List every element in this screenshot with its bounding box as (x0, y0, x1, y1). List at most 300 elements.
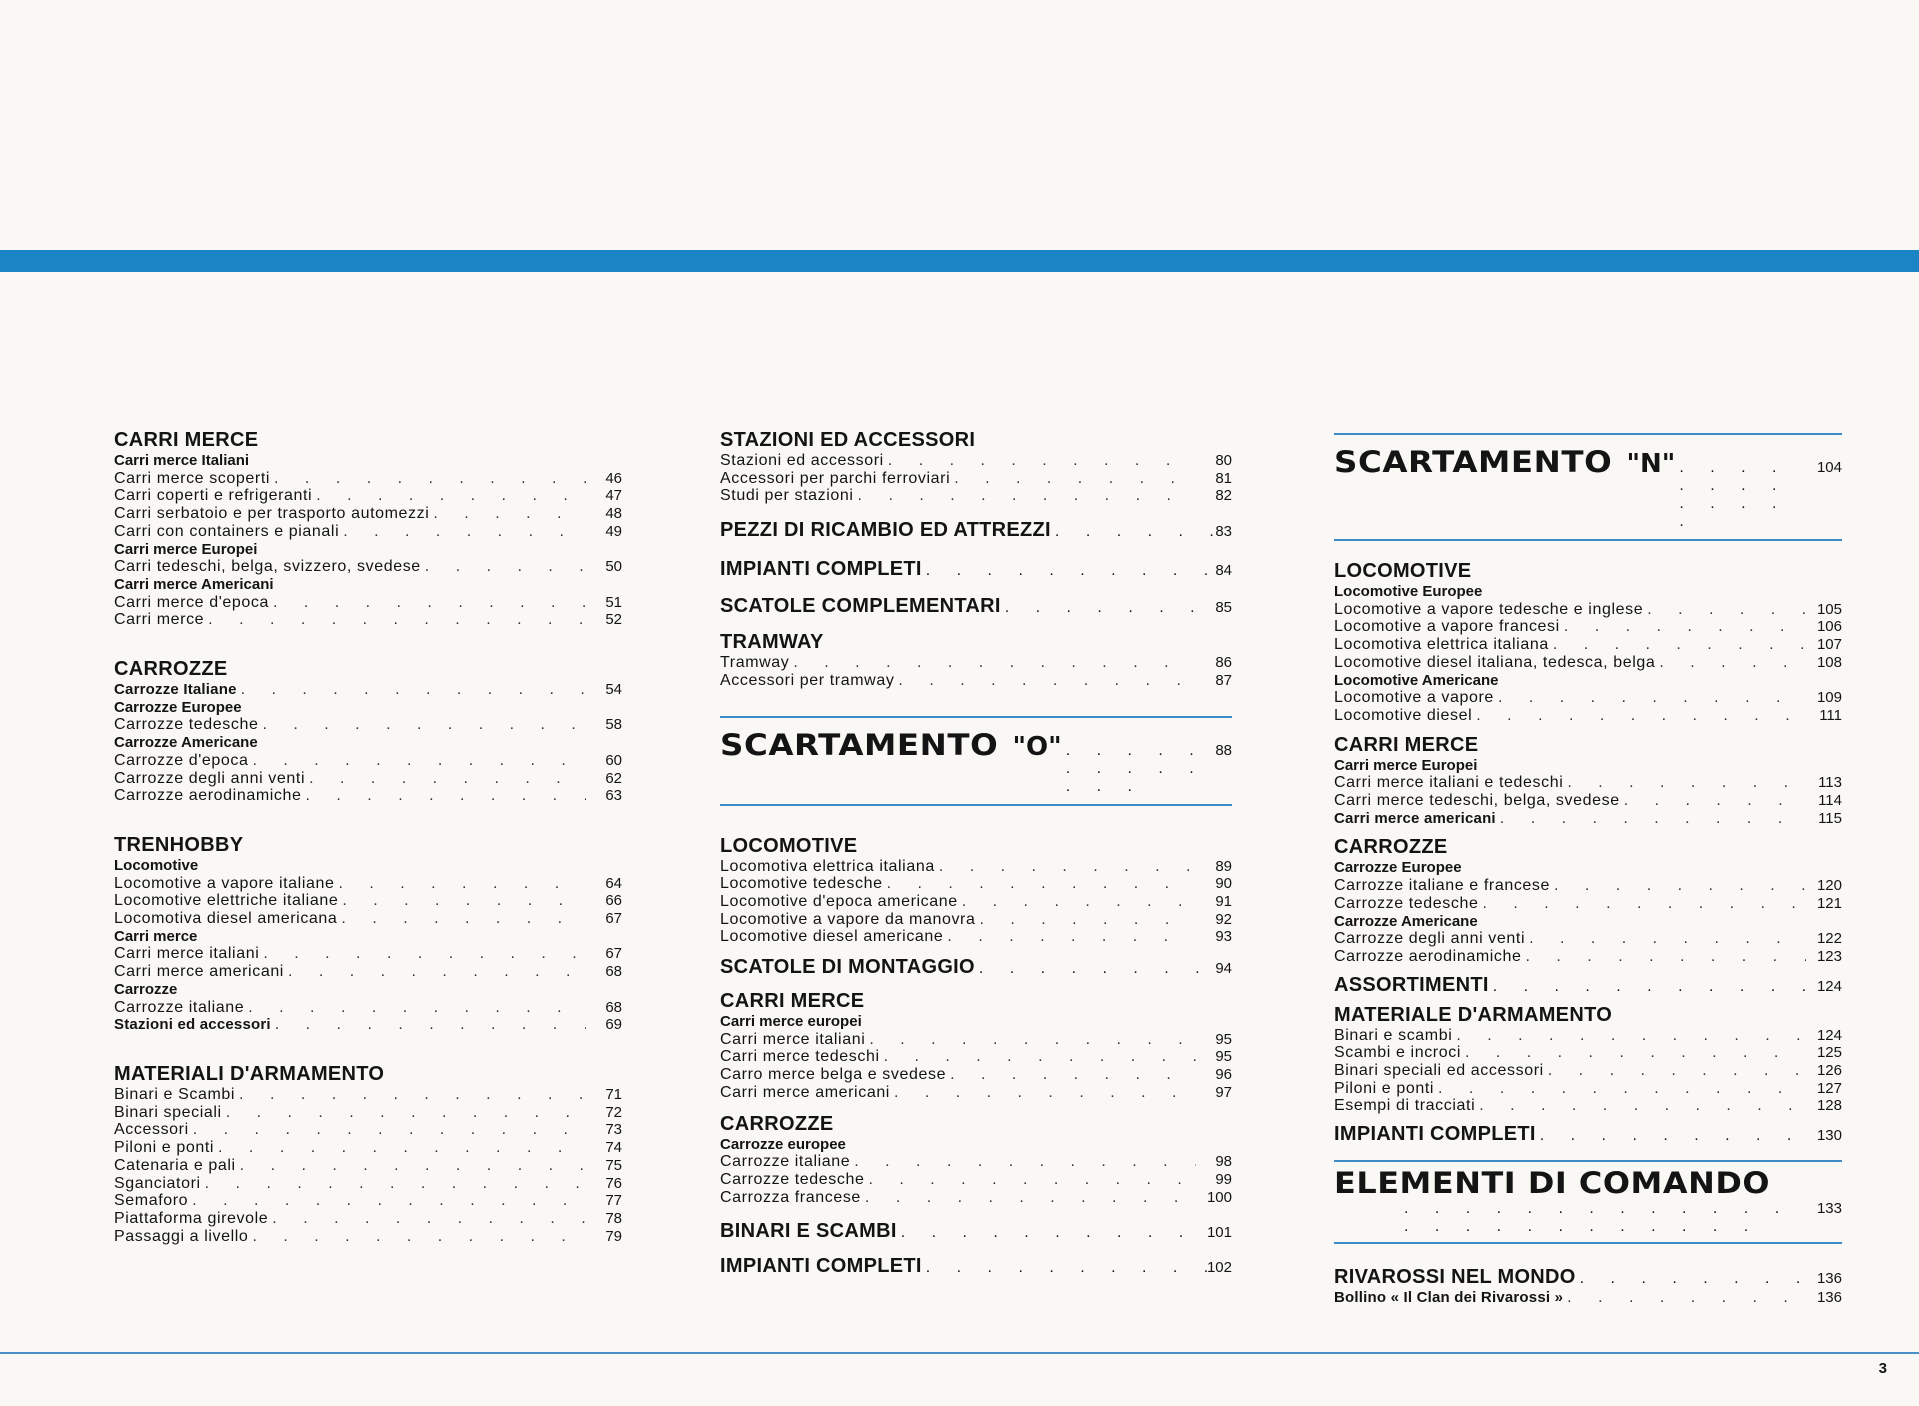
entry-label: Binari e scambi (1334, 1026, 1453, 1044)
entry-label: Carri serbatoio e per trasporto automezzi (114, 505, 430, 523)
entry-page: 91 (1215, 892, 1232, 910)
entry-page: 123 (1816, 947, 1842, 965)
toc-entry[interactable] (720, 672, 1232, 690)
entry-label: Accessori (114, 1121, 189, 1139)
section-carrozze-n (1334, 835, 1842, 965)
dot-leader (270, 470, 586, 488)
dot-leader (1536, 1127, 1817, 1145)
toc-entry[interactable] (1334, 1027, 1842, 1045)
entry-page: 68 (605, 963, 622, 981)
toc-entry[interactable] (114, 1175, 622, 1193)
entry-label: Carrozze d'epoca (114, 751, 249, 769)
toc-entry[interactable] (114, 945, 622, 963)
entry-label: Locomotive diesel americane (720, 928, 944, 946)
entry-label: Carri merce americani (720, 1083, 890, 1101)
entry-label: Piattaforma girevole (114, 1209, 269, 1227)
dot-leader (201, 1175, 586, 1193)
dot-leader (890, 1084, 1196, 1102)
entry-page: 128 (1816, 1097, 1842, 1115)
dot-leader (1062, 742, 1216, 796)
section-title: TRAMWAY (720, 631, 824, 654)
section-carri-merce-o (720, 989, 1232, 1102)
entry-label: Carri merce italiani (720, 1030, 866, 1048)
dot-leader (1563, 1289, 1806, 1307)
dot-leader (975, 960, 1215, 978)
entry-page: 79 (605, 1227, 622, 1245)
dot-leader (259, 716, 587, 734)
toc-column-1 (114, 428, 622, 1245)
entry-page: 69 (605, 1016, 622, 1034)
section-materiale-armamento-n (1334, 1003, 1842, 1116)
entry-label: Carro merce belga e svedese (720, 1066, 947, 1084)
dot-leader (1522, 948, 1806, 966)
toc-heading-entry[interactable] (720, 1255, 1232, 1278)
dot-leader (1655, 654, 1806, 672)
entry-label: SCATOLE COMPLEMENTARI (720, 595, 1001, 618)
entry-label: Semaforo (114, 1192, 189, 1210)
dot-leader (302, 787, 586, 805)
toc-entry[interactable] (1334, 1062, 1842, 1080)
entry-page: 78 (605, 1209, 622, 1227)
dot-leader (1461, 1044, 1806, 1062)
entry-page: 104 (1816, 459, 1842, 476)
entry-page: 80 (1215, 452, 1232, 469)
dot-leader (222, 1104, 586, 1122)
entry-label: Carrozze italiane (114, 998, 245, 1016)
toc-entry[interactable] (114, 1121, 622, 1139)
dot-leader (1496, 810, 1806, 828)
heading-label: SCARTAMENTO (720, 727, 999, 762)
toc-entry[interactable] (114, 1139, 622, 1157)
dot-leader (950, 470, 1196, 488)
section-title: CARRI MERCE (114, 429, 259, 451)
toc-entry[interactable] (720, 1048, 1232, 1066)
section-title: STAZIONI ED ACCESSORI (720, 429, 976, 451)
entry-page: 85 (1215, 599, 1232, 617)
entry-page: 83 (1215, 523, 1232, 541)
toc-entry[interactable] (114, 1104, 622, 1122)
entry-label: Carrozze tedesche (1334, 894, 1479, 912)
scartamento-n-heading[interactable] (1334, 433, 1842, 541)
toc-entry[interactable] (1334, 930, 1842, 948)
entry-page: 130 (1816, 1127, 1842, 1145)
toc-entry[interactable] (720, 1153, 1232, 1171)
toc-entry[interactable] (720, 452, 1232, 470)
dot-leader (943, 928, 1196, 946)
entry-page: 122 (1816, 930, 1842, 948)
dot-leader (1550, 877, 1806, 895)
dot-leader (922, 1259, 1207, 1277)
entry-label: Carrozze italiane (720, 1153, 851, 1171)
toc-entry[interactable] (720, 858, 1232, 876)
entry-page: 50 (605, 558, 622, 576)
subsection-title: Carrozze Americane (1334, 912, 1478, 930)
bottom-rule (0, 1352, 1919, 1354)
toc-entry[interactable] (114, 1157, 622, 1175)
section-carri-merce-n (1334, 733, 1842, 828)
toc-entry[interactable] (114, 558, 622, 576)
dot-leader (1549, 636, 1806, 654)
entry-page: 63 (605, 787, 622, 805)
entry-page: 54 (605, 681, 622, 699)
toc-entry[interactable] (720, 654, 1232, 672)
entry-page: 74 (605, 1139, 622, 1157)
toc-entry[interactable] (114, 523, 622, 541)
entry-label: Locomotive a vapore (1334, 689, 1494, 707)
dot-leader (421, 558, 586, 576)
entry-page: 115 (1818, 809, 1842, 827)
toc-entry[interactable] (1334, 1289, 1842, 1307)
entry-page: 105 (1816, 600, 1842, 618)
subsection-title: Carri merce Europei (114, 540, 258, 558)
dot-leader (854, 487, 1196, 505)
entry-label: PEZZI DI RICAMBIO ED ATTREZZI (720, 519, 1051, 542)
entry-page: 107 (1816, 636, 1842, 654)
subsection-title: Carri merce Americani (114, 575, 274, 593)
entry-page: 73 (605, 1121, 622, 1139)
dot-leader (1001, 599, 1216, 617)
dot-leader (883, 875, 1196, 893)
entry-label: Carrozze degli anni venti (114, 769, 306, 787)
toc-entry[interactable] (1334, 654, 1842, 672)
toc-entry[interactable] (720, 1171, 1232, 1189)
toc-entry[interactable] (114, 963, 622, 981)
toc-entry[interactable] (114, 910, 622, 928)
entry-page: 97 (1215, 1083, 1232, 1101)
entry-label: ASSORTIMENTI (1334, 973, 1489, 996)
entry-page: 136 (1816, 1270, 1842, 1288)
toc-column-2 (720, 428, 1232, 1278)
entry-page: 64 (605, 874, 622, 892)
entry-label: IMPIANTI COMPLETI (1334, 1123, 1536, 1146)
toc-entry[interactable] (720, 1189, 1232, 1207)
subsection-title: Locomotive Europee (1334, 583, 1483, 600)
entry-page: 58 (605, 716, 622, 734)
entry-label: Carrozze tedesche (720, 1170, 865, 1188)
subsection-title: Locomotive Americane (1334, 671, 1499, 689)
entry-page: 94 (1215, 960, 1232, 978)
subsection-title: Locomotive (114, 856, 199, 874)
toc-heading-entry[interactable] (720, 1220, 1232, 1243)
dot-leader (1576, 1270, 1817, 1288)
entry-label: Carri con containers e pianali (114, 522, 340, 540)
entry-page: 121 (1816, 894, 1842, 912)
entry-label: Accessori per tramway (720, 671, 895, 689)
toc-entry[interactable] (720, 928, 1232, 946)
toc-heading-entry[interactable] (720, 956, 1232, 979)
dot-leader (1434, 1080, 1806, 1098)
dot-leader (1489, 978, 1817, 996)
section-title: CARRI MERCE (1334, 733, 1479, 756)
entry-page: 96 (1215, 1066, 1232, 1084)
dot-leader (271, 1016, 586, 1034)
toc-entry[interactable] (720, 487, 1232, 505)
heading-label: ELEMENTI DI COMANDO (1334, 1166, 1771, 1201)
entry-page: 99 (1215, 1170, 1232, 1188)
entry-page: 49 (605, 522, 622, 540)
dot-leader (1479, 895, 1807, 913)
scartamento-o-heading[interactable] (720, 716, 1232, 806)
section-carrozze (114, 657, 622, 805)
toc-entry[interactable] (114, 770, 622, 788)
toc-entry[interactable] (114, 716, 622, 734)
entry-label: Locomotiva elettrica italiana (1334, 636, 1549, 654)
entry-page: 90 (1215, 875, 1232, 893)
toc-heading-entry[interactable] (1334, 1266, 1842, 1289)
toc-entry[interactable] (114, 470, 622, 488)
toc-entry[interactable] (1334, 810, 1842, 828)
dot-leader (975, 911, 1196, 929)
dot-leader (922, 562, 1216, 580)
toc-heading-entry[interactable] (720, 595, 1232, 618)
entry-label: Binari e Scambi (114, 1085, 236, 1103)
entry-label: Locomotiva elettrica italiana (720, 857, 935, 875)
section-materiali-armamento (114, 1062, 622, 1245)
section-stazioni-accessori (720, 428, 1232, 505)
toc-entry[interactable] (720, 470, 1232, 488)
entry-label: RIVAROSSI NEL MONDO (1334, 1266, 1576, 1289)
entry-label: Locomotive a vapore tedesche e inglese (1334, 600, 1644, 618)
dot-leader (865, 1171, 1197, 1189)
toc-entry[interactable] (1334, 948, 1842, 966)
dot-leader (1494, 689, 1806, 707)
entry-page: 95 (1215, 1048, 1232, 1066)
entry-label: Stazioni ed accessori (720, 452, 884, 469)
dot-leader (337, 910, 586, 928)
entry-label: Catenaria e pali (114, 1156, 236, 1174)
entry-page: 47 (605, 487, 622, 505)
dot-leader (235, 1086, 586, 1104)
toc-entry[interactable] (114, 1228, 622, 1246)
toc-entry[interactable] (720, 893, 1232, 911)
entry-label: Locomotive diesel italiana, tedesca, belga (1334, 653, 1656, 671)
toc-entry[interactable] (114, 505, 622, 523)
section-title: LOCOMOTIVE (720, 834, 858, 857)
entry-label: Esempi di tracciati (1334, 1097, 1476, 1115)
entry-page: 127 (1816, 1079, 1842, 1097)
entry-page: 133 (1816, 1200, 1842, 1218)
entry-page: 48 (605, 505, 622, 523)
dot-leader (1475, 1097, 1806, 1115)
entry-label: Carrozze aerodinamiche (1334, 947, 1522, 965)
toc-entry[interactable] (114, 487, 622, 505)
entry-page: 66 (605, 892, 622, 910)
entry-label: SCATOLE DI MONTAGGIO (720, 956, 975, 979)
toc-heading-entry[interactable] (720, 558, 1232, 581)
toc-entry[interactable] (114, 1210, 622, 1228)
entry-label: Piloni e ponti (1334, 1079, 1435, 1097)
dot-leader (865, 1031, 1196, 1049)
toc-entry[interactable] (720, 911, 1232, 929)
dot-leader (935, 858, 1196, 876)
dot-leader (188, 1192, 586, 1210)
entry-label: Carri merce d'epoca (114, 593, 269, 611)
dot-leader (1472, 707, 1806, 725)
section-title: CARROZZE (720, 1112, 834, 1135)
entry-label: Locomotive diesel (1334, 706, 1473, 724)
entry-label: Locomotive a vapore da manovra (720, 910, 976, 928)
dot-leader (1525, 930, 1806, 948)
toc-entry[interactable] (1334, 1097, 1842, 1115)
gauge-label: "O" (1012, 731, 1062, 762)
entry-page: 77 (605, 1192, 622, 1210)
section-carri-merce (114, 428, 622, 629)
toc-entry[interactable] (114, 681, 622, 699)
toc-entry[interactable] (114, 892, 622, 910)
dot-leader (259, 945, 586, 963)
entry-label: Carri merce americani (114, 963, 284, 981)
entry-page: 124 (1816, 977, 1842, 995)
entry-label: Binari speciali (114, 1103, 222, 1121)
entry-label: Carri merce italiani e tedeschi (1334, 774, 1564, 792)
dot-leader (338, 892, 586, 910)
entry-page: 92 (1215, 910, 1232, 928)
dot-leader (1643, 601, 1806, 619)
toc-entry[interactable] (1334, 707, 1842, 725)
gauge-label: "N" (1626, 449, 1676, 479)
entry-page: 111 (1819, 706, 1842, 724)
entry-label: Locomotive a vapore italiane (114, 874, 335, 892)
section-title: MATERIALI D'ARMAMENTO (114, 1062, 385, 1085)
subsection-title: Carrozze Europee (1334, 859, 1462, 877)
toc-entry[interactable] (1334, 774, 1842, 792)
entry-label: Locomotive a vapore francesi (1334, 618, 1560, 636)
entry-label: Carri tedeschi, belga, svizzero, svedese (114, 558, 421, 576)
entry-label: Stazioni ed accessori (114, 1016, 271, 1034)
toc-entry[interactable] (114, 611, 622, 629)
toc-entry[interactable] (114, 1192, 622, 1210)
toc-entry[interactable] (1334, 792, 1842, 810)
entry-page: 72 (605, 1103, 622, 1121)
dot-leader (1544, 1062, 1806, 1080)
entry-page: 93 (1215, 928, 1232, 946)
entry-page: 124 (1816, 1026, 1842, 1044)
dot-leader (884, 452, 1196, 470)
entry-page: 52 (605, 611, 622, 629)
toc-entry[interactable] (114, 875, 622, 893)
toc-entry[interactable] (114, 999, 622, 1017)
entry-page: 46 (605, 469, 622, 487)
entry-page: 75 (605, 1156, 622, 1174)
dot-leader (1452, 1027, 1806, 1045)
entry-label: Carri merce tedeschi, belga, svedese (1334, 792, 1620, 810)
toc-heading-entry[interactable] (720, 519, 1232, 542)
toc-entry[interactable] (114, 594, 622, 612)
entry-label: Tramway (720, 654, 790, 672)
section-title: MATERIALE D'ARMAMENTO (1334, 1003, 1613, 1026)
entry-page: 76 (605, 1174, 622, 1192)
dot-leader (284, 963, 586, 981)
toc-entry[interactable] (114, 1086, 622, 1104)
toc-entry[interactable] (114, 752, 622, 770)
entry-page: 86 (1215, 654, 1232, 672)
subsection-title: Carri merce europei (720, 1013, 862, 1031)
toc-entry[interactable] (720, 1084, 1232, 1102)
section-locomotive-n (1334, 559, 1842, 725)
toc-entry[interactable] (1334, 601, 1842, 619)
entry-page: 87 (1215, 671, 1232, 689)
entry-page: 109 (1816, 689, 1842, 707)
entry-label: Sganciatori (114, 1174, 201, 1192)
entry-label: IMPIANTI COMPLETI (720, 1255, 922, 1278)
toc-entry[interactable] (1334, 895, 1842, 913)
section-trenhobby (114, 833, 622, 1034)
toc-entry[interactable] (1334, 618, 1842, 636)
toc-entry[interactable] (1334, 689, 1842, 707)
toc-entry[interactable] (720, 1031, 1232, 1049)
dot-leader (897, 1224, 1207, 1242)
entry-label: Bollino « Il Clan dei Rivarossi » (1334, 1289, 1564, 1307)
toc-entry[interactable] (114, 1016, 622, 1034)
toc-entry[interactable] (114, 787, 622, 805)
subsection-title: Carri merce (114, 927, 198, 945)
entry-label: Locomotive tedesche (720, 875, 883, 893)
section-title: CARROZZE (1334, 836, 1448, 859)
dot-leader (214, 1139, 586, 1157)
toc-entry[interactable] (720, 1066, 1232, 1084)
subsection-title: Carrozze Europee (114, 698, 242, 716)
subsection-title: Carri merce Italiani (114, 452, 250, 469)
toc-entry[interactable] (1334, 636, 1842, 654)
heading-label: SCARTAMENTO (1334, 445, 1613, 479)
entry-page: 98 (1215, 1153, 1232, 1171)
toc-heading-entry[interactable] (1334, 974, 1842, 997)
dot-leader (1334, 1200, 1817, 1236)
entry-page: 62 (605, 769, 622, 787)
entry-label: Locomotiva diesel americana (114, 910, 338, 928)
entry-label: Carri merce tedeschi (720, 1048, 880, 1066)
entry-page: 113 (1818, 774, 1842, 792)
entry-page: 81 (1215, 469, 1232, 487)
dot-leader (312, 487, 586, 505)
entry-page: 120 (1816, 877, 1842, 895)
entry-page: 51 (605, 593, 622, 611)
toc-entry[interactable] (1334, 1080, 1842, 1098)
toc-entry[interactable] (1334, 1044, 1842, 1062)
entry-label: Carrozze degli anni venti (1334, 930, 1526, 948)
toc-entry[interactable] (720, 875, 1232, 893)
dot-leader (268, 1210, 586, 1228)
dot-leader (958, 893, 1196, 911)
entry-page: 60 (605, 751, 622, 769)
entry-label: Binari speciali ed accessori (1334, 1062, 1544, 1080)
entry-label: Passaggi a livello (114, 1227, 249, 1245)
entry-label: Studi per stazioni (720, 487, 854, 505)
toc-heading-entry[interactable] (1334, 1123, 1842, 1146)
dot-leader (1560, 618, 1806, 636)
section-title: CARRI MERCE (720, 990, 865, 1013)
section-carrozze-o (720, 1112, 1232, 1207)
dot-leader (237, 681, 586, 699)
dot-leader (946, 1066, 1196, 1084)
section-tramway (720, 630, 1232, 689)
dot-leader (339, 523, 586, 541)
entry-page: 108 (1816, 653, 1842, 671)
entry-page: 89 (1215, 857, 1232, 875)
elementi-di-comando-heading[interactable] (1334, 1160, 1842, 1244)
toc-entry[interactable] (1334, 877, 1842, 895)
dot-leader (1675, 459, 1817, 531)
entry-page: 88 (1215, 741, 1232, 759)
dot-leader (861, 1189, 1196, 1207)
entry-page: 82 (1215, 487, 1232, 505)
entry-label: IMPIANTI COMPLETI (720, 558, 922, 581)
entry-label: BINARI E SCAMBI (720, 1220, 897, 1243)
entry-label: Piloni e ponti (114, 1139, 215, 1157)
entry-label: Carri coperti e refrigeranti (114, 487, 313, 505)
entry-label: Carrozze Italiane (114, 681, 237, 699)
subsection-title: Carri merce Europei (1334, 756, 1478, 774)
